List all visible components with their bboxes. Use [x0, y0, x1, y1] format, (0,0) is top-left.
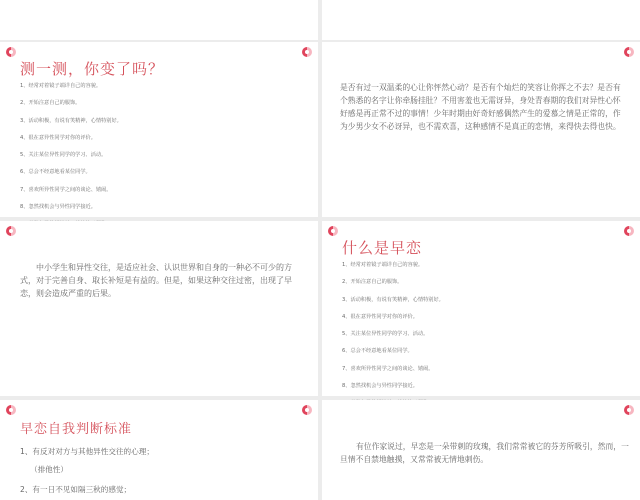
list-item: 4、很在意异性同学对你的评价。 [342, 313, 418, 320]
criterion-1-note: （排他性） [30, 465, 68, 474]
list-item: 3、活动积极，有说有笑精神，心情特别好。 [20, 117, 122, 124]
logo-icon [302, 405, 312, 415]
slide-interaction[interactable] [0, 221, 318, 396]
list-item: 5、关注某位异性同学的学习、活动。 [20, 152, 107, 159]
criterion-2: 2、有一日不见如隔三秋的感觉； [20, 485, 132, 494]
slide-title: 测一测，你变了吗？ [20, 60, 165, 78]
slide-partial-top-left [0, 0, 318, 40]
slide-partial-top-right [322, 0, 640, 40]
paragraph: 是否有过一双温柔的心让你怦然心动？是否有个灿烂的笑容让你挥之不去？是否有个熟悉的名字让你牵肠挂肚？不用害羞也无需讶异，身处青春期的我们对异性心怀好感是再正常不过的事情！少年时期由好奇好感偶然产生的爱慕之情是正常的，作为少男少女不必讶异，也不需欢喜，这种感情不是真正的恋情，来得快去得也快。 [340, 83, 621, 131]
list-item: 3、活动积极，有说有笑精神，心情特别好。 [342, 296, 444, 303]
logo-icon [302, 47, 312, 57]
criterion-1: 1、有反对对方与其他异性交往的心理； [20, 447, 154, 456]
slide-title: 早恋自我判断标准 [20, 422, 133, 437]
list-item: 1、经常对着镜子端详自己的容貌。 [20, 83, 102, 89]
slide-quiz[interactable] [0, 42, 318, 217]
logo-icon [6, 405, 16, 415]
list-item: 1、经常对着镜子端详自己的容貌。 [342, 262, 424, 268]
list-item: 8、忽然找机会与异性同学接近。 [342, 383, 418, 390]
paragraph: 中小学生和异性交往，是适应社会、认识世界和自身的一种必不可少的方式，对于完善自身、取长补短是有益的。但是，如果这种交往过密，出现了早恋，则会造成严重的后果。 [20, 263, 292, 298]
slide-title: 什么是早恋 [342, 239, 423, 257]
list-item: 4、很在意异性同学对你的评价。 [20, 134, 96, 141]
list-item: 7、喜欢所异性同学之间的谈论、嬉闹。 [20, 186, 112, 193]
list-item: 5、关注某位异性同学的学习、活动。 [342, 331, 429, 338]
logo-icon [6, 226, 16, 236]
list-item: 7、喜欢所异性同学之间的谈论、嬉闹。 [342, 365, 434, 372]
logo-icon [6, 47, 16, 57]
slide-criteria[interactable] [0, 400, 318, 500]
logo-icon [624, 405, 634, 415]
list-item: 2、开始注意自己的服饰。 [20, 100, 81, 107]
logo-icon [624, 47, 634, 57]
quiz-list [20, 83, 122, 239]
logo-icon [328, 226, 338, 236]
slide-heart-question[interactable] [322, 42, 640, 217]
paragraph: 有位作家说过，早恋是一朵带刺的玫瑰，我们常常被它的芬芳所吸引，然而，一旦情不自禁地触摸，又常常被无情地刺伤。 [340, 442, 629, 464]
definition-list [342, 262, 444, 418]
logo-icon [624, 226, 634, 236]
list-item: 2、开始注意自己的服饰。 [342, 279, 403, 286]
list-item: 6、总会不经意地看某位同学。 [342, 348, 413, 355]
list-item: 6、总会不经意地看某位同学。 [20, 169, 91, 176]
list-item: 8、忽然找机会与异性同学接近。 [20, 204, 96, 211]
slide-what-is[interactable] [322, 221, 640, 396]
slide-rose-quote[interactable] [322, 400, 640, 500]
